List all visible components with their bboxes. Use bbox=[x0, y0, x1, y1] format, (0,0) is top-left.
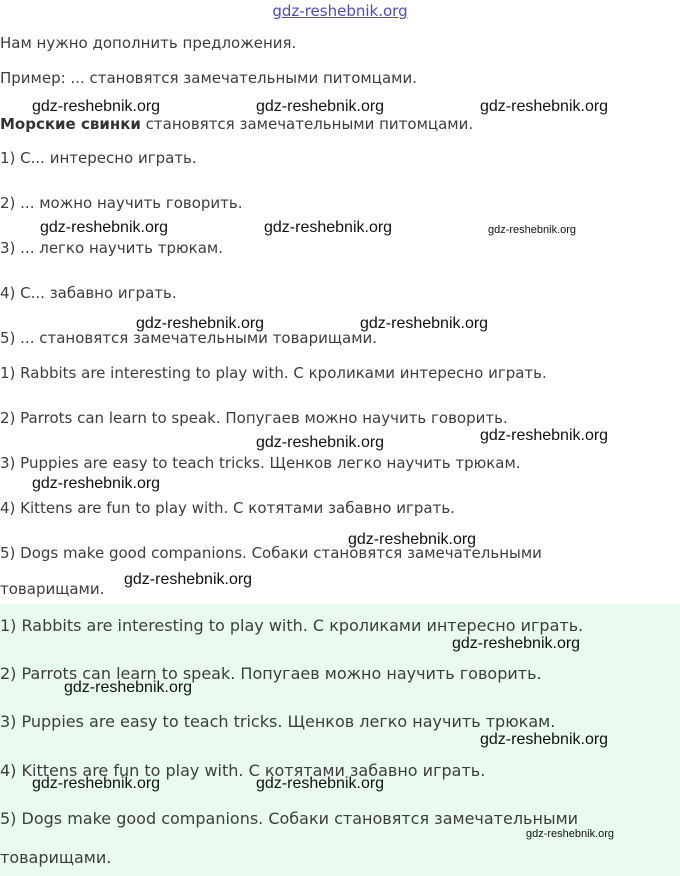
watermark: gdz-reshebnik.org bbox=[480, 427, 609, 444]
watermark: gdz-reshebnik.org bbox=[452, 635, 581, 652]
translation-5-cont: товарищами. bbox=[0, 580, 105, 598]
task-item-4: 4) С... забавно играть. bbox=[0, 284, 177, 302]
watermark: gdz-reshebnik.org bbox=[526, 828, 615, 840]
translation-2: 2) Parrots can learn to speak. Попугаев можно научить говорить. bbox=[0, 409, 508, 427]
watermark: gdz-reshebnik.org bbox=[40, 219, 169, 236]
watermark: gdz-reshebnik.org bbox=[480, 731, 609, 748]
watermark: gdz-reshebnik.org bbox=[32, 475, 161, 492]
answer-2: 2) Parrots can learn to speak. Попугаев можно научить говорить. bbox=[0, 664, 542, 683]
example-answer-rest: становятся замечательными питомцами. bbox=[140, 115, 474, 133]
instruction-text: Нам нужно дополнить предложения. bbox=[0, 34, 297, 52]
translation-3: 3) Puppies are easy to teach tricks. Щенков легко научить трюкам. bbox=[0, 454, 521, 472]
watermark: gdz-reshebnik.org bbox=[256, 434, 385, 451]
watermark: gdz-reshebnik.org bbox=[256, 775, 385, 792]
watermark: gdz-reshebnik.org bbox=[360, 315, 489, 332]
header-site-link[interactable]: gdz-reshebnik.org bbox=[272, 2, 408, 20]
task-item-1: 1) С... интересно играть. bbox=[0, 149, 197, 167]
example-answer bbox=[0, 115, 473, 133]
watermark: gdz-reshebnik.org bbox=[488, 224, 577, 236]
answer-5-cont: товарищами. bbox=[0, 848, 112, 867]
translation-1: 1) Rabbits are interesting to play with. С кроликами интересно играть. bbox=[0, 364, 547, 382]
watermark: gdz-reshebnik.org bbox=[136, 315, 265, 332]
watermark: gdz-reshebnik.org bbox=[348, 531, 477, 548]
task-item-3: 3) ... легко научить трюкам. bbox=[0, 239, 223, 257]
translation-4: 4) Kittens are fun to play with. С котятами забавно играть. bbox=[0, 499, 455, 517]
example-text: Пример: ... становятся замечательными питомцами. bbox=[0, 69, 417, 87]
watermark: gdz-reshebnik.org bbox=[32, 98, 161, 115]
watermark: gdz-reshebnik.org bbox=[64, 679, 193, 696]
translation-5: 5) Dogs make good companions. Собаки становятся замечательными bbox=[0, 544, 542, 562]
watermark: gdz-reshebnik.org bbox=[264, 219, 393, 236]
answer-3: 3) Puppies are easy to teach tricks. Щенков легко научить трюкам. bbox=[0, 712, 556, 731]
watermark: gdz-reshebnik.org bbox=[124, 571, 253, 588]
answer-5: 5) Dogs make good companions. Собаки становятся замечательными bbox=[0, 809, 579, 828]
watermark: gdz-reshebnik.org bbox=[480, 98, 609, 115]
answer-4: 4) Kittens are fun to play with. С котятами забавно играть. bbox=[0, 761, 486, 780]
task-item-2: 2) ... можно научить говорить. bbox=[0, 194, 243, 212]
answer-1: 1) Rabbits are interesting to play with. С кроликами интересно играть. bbox=[0, 616, 584, 635]
watermark: gdz-reshebnik.org bbox=[32, 775, 161, 792]
watermark: gdz-reshebnik.org bbox=[256, 98, 385, 115]
task-item-5: 5) ... становятся замечательными товарищами. bbox=[0, 329, 378, 347]
example-answer-bold: Морские свинки bbox=[0, 115, 141, 133]
